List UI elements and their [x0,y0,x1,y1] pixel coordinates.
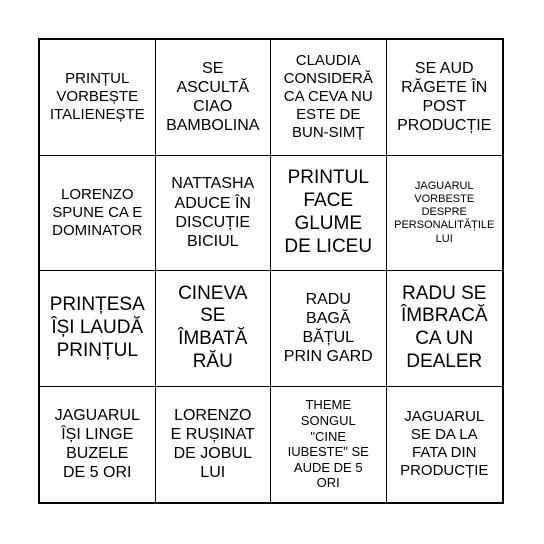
bingo-cell-text: CINEVA SE ÎMBATĂ RĂU [178,282,248,373]
bingo-cell-text: PRINTUL FACE GLUME DE LICEU [284,167,373,257]
bingo-cell[interactable] [387,156,503,272]
bingo-cell[interactable] [387,387,503,503]
bingo-cell[interactable] [271,387,387,503]
bingo-cell-text: NATTASHA ADUCE ÎN DISCUȚIE BICIUL [171,175,255,250]
bingo-cell-text: LORENZO E RUȘINAT DE JOBUL LUI [170,406,255,482]
bingo-cell-text: PRINȚESA ÎȘI LAUDĂ PRINȚUL [49,294,145,361]
bingo-cell[interactable] [271,271,387,387]
bingo-cell[interactable] [271,40,387,156]
bingo-cell[interactable] [156,40,272,156]
bingo-cell[interactable] [40,271,156,387]
bingo-cell[interactable] [40,40,156,156]
bingo-cell-text: JAGUARUL VORBESTE DESPRE PERSONALITĂȚILE LUI [394,179,495,245]
bingo-cell-text: PRINȚUL VORBEȘTE ITALIENEȘTE [49,70,145,124]
bingo-cell[interactable] [40,156,156,272]
bingo-cell-text: JAGUARUL SE DA LA FATA DIN PRODUCȚIE [400,408,489,480]
bingo-cell-text: SE ASCULTĂ CIAO BAMBOLINA [166,59,260,135]
bingo-board [38,38,504,504]
bingo-cell-text: THEME SONGUL "CINE IUBESTE" SE AUDE DE 5 ORI [287,397,369,491]
bingo-cell-text: CLAUDIA CONSIDERĂ CA CEVA NU ESTE DE BUN-SIMȚ [283,52,373,142]
bingo-cell[interactable] [387,271,503,387]
bingo-cell-text: LORENZO SPUNE CA E DOMINATOR [52,185,143,239]
bingo-cell[interactable] [387,40,503,156]
bingo-cell[interactable] [156,387,272,503]
bingo-cell-text: RADU SE ÎMBRACĂ CA UN DEALER [400,282,488,373]
bingo-cell[interactable] [156,156,272,272]
bingo-cell-text: RADU BAGĂ BĂȚUL PRIN GARD [283,290,373,366]
bingo-cell[interactable] [271,156,387,272]
bingo-cell[interactable] [40,387,156,503]
bingo-cell-text: JAGUARUL ÎȘI LINGE BUZELE DE 5 ORI [54,406,140,482]
bingo-cell[interactable] [156,271,272,387]
bingo-cell-text: SE AUD RĂGETE ÎN POST PRODUCȚIE [397,59,492,135]
